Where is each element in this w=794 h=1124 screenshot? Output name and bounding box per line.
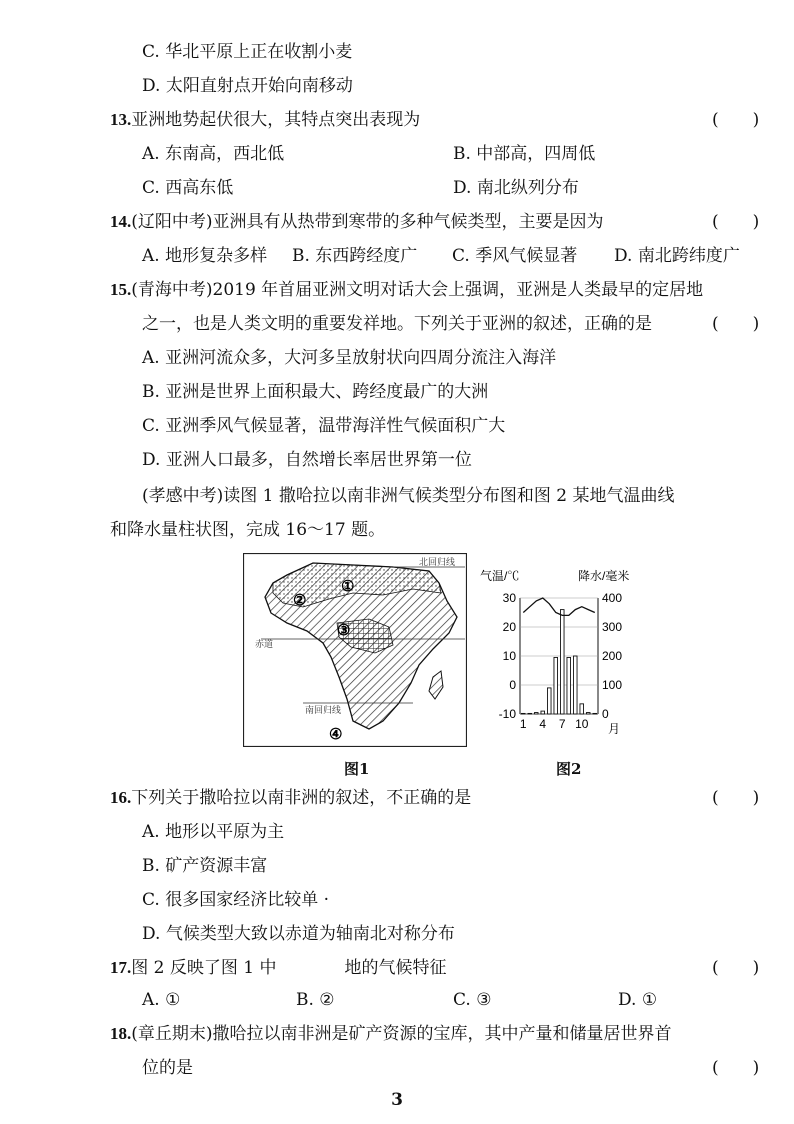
q16-option-c: C. 很多国家经济比较单 · (142, 890, 330, 910)
map-marker-3: ③ (337, 622, 351, 639)
precip-bar (541, 711, 545, 714)
precip-bar (547, 688, 551, 714)
intro-line1: (孝感中考)读图 1 撒哈拉以南非洲气候类型分布图和图 2 某地气温曲线 (142, 486, 675, 506)
q14-number: 14. (110, 212, 132, 231)
month-tick-label: 4 (539, 717, 547, 731)
precip-tick-label: 400 (602, 591, 623, 605)
figure1-africa-map (243, 553, 467, 751)
q14-answer-blank: ( ) (712, 212, 760, 232)
q14-stem-line (110, 210, 604, 234)
temp-tick-label: 0 (509, 678, 516, 692)
precip-tick-label: 300 (602, 620, 623, 634)
q17-option-b: B. ② (296, 990, 335, 1010)
q13-number: 13. (110, 110, 132, 129)
q15-stem-line1 (110, 278, 703, 302)
month-axis-label: 月 (608, 722, 621, 736)
intro-line2: 和降水量柱状图，完成 16～17 题。 (110, 520, 386, 540)
climate-chart-svg (480, 568, 630, 750)
precip-bar (560, 610, 564, 714)
q15-option-c: C. 亚洲季风气候显著，温带海洋性气候面积广大 (142, 416, 506, 436)
precip-bar (554, 657, 558, 714)
q18-stem-line2: 位的是 (142, 1058, 193, 1078)
figure1-caption: 图1 (344, 760, 370, 778)
q14-option-c: C. 季风气候显著 (452, 246, 578, 266)
temp-tick-label: 30 (502, 591, 516, 605)
precip-bar (580, 704, 584, 714)
q14-option-b: B. 东西跨经度广 (292, 246, 418, 266)
precip-axis-label: 降水/毫米 (578, 569, 630, 583)
q13-option-b: B. 中部高，四周低 (453, 144, 596, 164)
precip-bar (521, 713, 525, 714)
month-tick-label: 1 (519, 717, 527, 731)
temperature-line (523, 598, 595, 615)
q16-option-a: A. 地形以平原为主 (142, 822, 285, 842)
q17-option-a: A. ① (142, 990, 181, 1010)
q15-option-a: A. 亚洲河流众多，大河多呈放射状向四周分流注入海洋 (142, 348, 557, 368)
temp-tick-label: 20 (502, 620, 516, 634)
figure2-climate-chart (480, 568, 630, 754)
q12-option-c: C. 华北平原上正在收割小麦 (142, 42, 353, 62)
q12-option-d: D. 太阳直射点开始向南移动 (142, 76, 353, 96)
q15-stem-line2: 之一，也是人类文明的重要发祥地。下列关于亚洲的叙述，正确的是 (142, 314, 652, 334)
tropic-n-label: 北回归线 (419, 557, 456, 567)
precip-bar (586, 713, 590, 714)
q16-option-b: B. 矿产资源丰富 (142, 856, 268, 876)
q17-answer-blank: ( ) (712, 958, 760, 978)
map-marker-1: ① (341, 578, 355, 595)
precip-bar (528, 713, 532, 714)
precip-bar (593, 713, 597, 714)
month-tick-label: 7 (558, 717, 566, 731)
q15-option-d: D. 亚洲人口最多，自然增长率居世界第一位 (142, 450, 472, 470)
figure2-caption: 图2 (556, 760, 582, 778)
precip-tick-label: 100 (602, 678, 623, 692)
q17-stem: 图 2 反映了图 1 中 地的气候特征 (131, 958, 447, 978)
q15-answer-blank: ( ) (712, 314, 760, 334)
q17-option-d: D. ① (618, 990, 658, 1010)
q15-stem-1: (青海中考)2019 年首届亚洲文明对话大会上强调，亚洲是人类最早的定居地 (131, 280, 704, 300)
q17-stem-line (110, 956, 447, 980)
q13-stem-line (110, 108, 420, 132)
temp-tick-label: 10 (502, 649, 516, 663)
q18-answer-blank: ( ) (712, 1058, 760, 1078)
q15-number: 15. (110, 280, 132, 299)
q14-option-d: D. 南北跨纬度广 (614, 246, 740, 266)
tropic-s-label: 南回归线 (305, 705, 342, 715)
q16-stem-line (110, 786, 471, 810)
page-number: 3 (391, 1090, 403, 1110)
temp-tick-label: -10 (498, 707, 516, 721)
q13-stem: 亚洲地势起伏很大，其特点突出表现为 (131, 110, 421, 130)
q18-stem-line1 (110, 1022, 672, 1046)
q16-option-d: D. 气候类型大致以赤道为轴南北对称分布 (142, 924, 455, 944)
precip-tick-label: 200 (602, 649, 623, 663)
precip-tick-label: 0 (602, 707, 609, 721)
q17-option-c: C. ③ (453, 990, 492, 1010)
map-marker-2: ② (293, 592, 307, 609)
q18-stem-1: (章丘期末)撒哈拉以南非洲是矿产资源的宝库，其中产量和储量居世界首 (131, 1024, 672, 1044)
q15-option-b: B. 亚洲是世界上面积最大、跨经度最广的大洲 (142, 382, 489, 402)
q14-stem: (辽阳中考)亚洲具有从热带到寒带的多种气候类型，主要是因为 (131, 212, 604, 232)
temp-axis-label: 气温/℃ (480, 569, 520, 583)
precip-bar (573, 656, 577, 714)
q14-option-a: A. 地形复杂多样 (142, 246, 268, 266)
q13-option-a: A. 东南高，西北低 (142, 144, 285, 164)
q13-option-c: C. 西高东低 (142, 178, 234, 198)
q13-answer-blank: ( ) (712, 110, 760, 130)
map-marker-4: ④ (329, 726, 343, 743)
africa-climate-map (243, 553, 467, 747)
q18-number: 18. (110, 1024, 132, 1043)
q16-number: 16. (110, 788, 132, 807)
precip-bar (567, 657, 571, 714)
month-tick-label: 10 (575, 717, 589, 731)
q13-option-d: D. 南北纵列分布 (453, 178, 579, 198)
q17-number: 17. (110, 958, 132, 977)
equator-label: 赤道 (255, 639, 274, 649)
precip-bar (534, 713, 538, 714)
q16-answer-blank: ( ) (712, 788, 760, 808)
q16-stem: 下列关于撒哈拉以南非洲的叙述，不正确的是 (131, 788, 472, 808)
